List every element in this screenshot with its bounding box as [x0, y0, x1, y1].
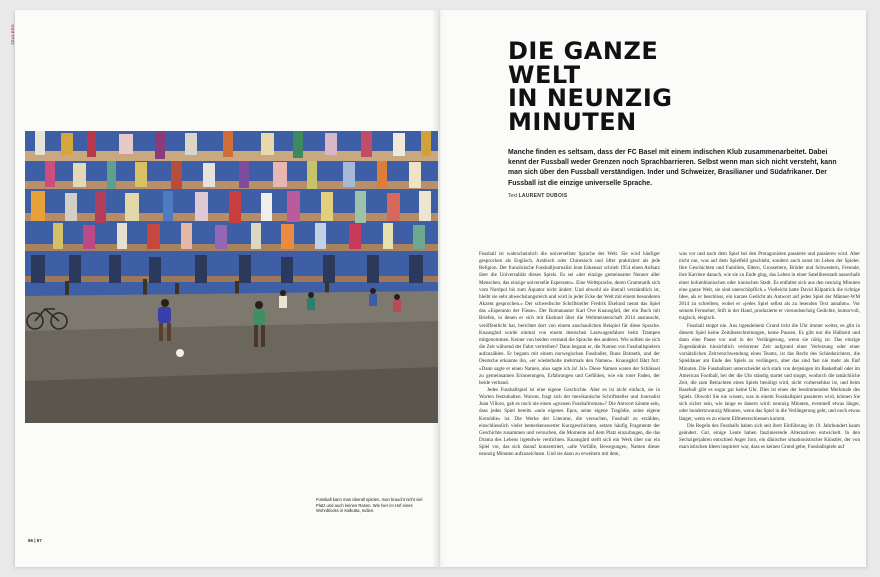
- page-numbers: 66 | 67: [28, 538, 42, 543]
- headline-line-3: IN NEUNZIG: [508, 84, 673, 112]
- body-paragraph: Fussball stoppt nie. Aus irgendeinem Grund tickt die Uhr immer weiter, es gibt in diesem Spiel keine Zeitüberschreitungen, keine Pausen. Es gibt nur die Halbzeit und dann eine Pause vor und in der Verlängerung, wenn sie nötig ist. Das einzige Zugeständnis hinsichtlich verlorener Zeit aufgrund einer Verletzung oder einer vorsätzlichen Zeitverschwendung eines Teams, ist das Recht des Schiedsrichters, die Spieldauer am Ende des Spiels zu verlängern, aber das sind fast nie mehr als fünf Minuten. Die Fussballzeit unterscheidet sich stark von derjenigen im Basketball oder im American Football, bei der die Uhr ständig startet und stoppt, wodurch die tatsächliche Zeit, die zum Betrachten eines Spiels benötigt wird, nicht vorhersehbar ist, und beim Baseball gibt es sogar gar keine Uhr. Dies ist eines der bestimmenden Merkmale des Spiels. Obwohl Sie nie wissen, was in einem Fussballspiel passieren wird, können Sie sich sicher sein, wie lange es dauern wird: neunzig Minuten, eventuell etwas länger, oder hundertzwanzig Minuten, wenn das Spiel in die Verlängerung geht, und noch etwas länger, wenn es zu einem Elfmeterschiessen kommt.: [679, 322, 860, 422]
- courtyard-football-photo: [25, 131, 438, 423]
- body-paragraph: Fussball ist wahrscheinlich die universellste Sprache der Welt. Sie wird häufiger gesprochen als Englisch, Arabisch oder Chinesisch und öfter praktiziert als jede Religion. Der französische Fussballjournalist Jean Eskenazi schrieb 1954 einen Aufsatz über die Universalität dieses Spiels. Es sei »der einzige gemeinsame Nenner aller Menschen, das einzige universelle Esperanto«. Eine Weltsprache, deren Grammatik sich vom Nordpol bis zum Äquator nicht ändert. Und obwohl sie überall verständlich ist, bleibt sie sehr abwechslungsreich und wird in jeder Ecke der Welt mit einem besonderen Akzent gesprochen.« Der schwedische Schriftsteller Fredrik Ekelund nennt das Spiel das »Esperanto der Füsse«. Der Romanautor Karl Ove Knausgård, der ein Buch mit Briefen, in denen er sich mit Ekelund über die Weltmeisterschaft 2014 austauscht, veröffentlicht hat, berichtet dort von einem anschaulichen Beispiel für diese Sprache. Knausgård wurde einmal von einem deutschen Lastwagenfahrer beim Trampen mitgenommen. Keiner von beiden verstand die Sprache des anderen. Wie sollten sie sich die Zeit während der Fahrt vertreiben? Dann begann er, die Namen von Fussballspielern aufzuzählen. Er begann mit einem norwegischen Fussballer, Rune Bratseth, und der Deutsche erkannte ihn, »er wiederholte mehrmals den Namen«. Knausgård fährt fort: »Dann sagte er einen Namen, also sagte ich Ja! Ja!« Diese Namen waren der Schlüssel zu gemeinsamen Erinnerungen, Erfahrungen und Gefühlen, wie ein roter Faden, der beide verband.: [479, 251, 660, 386]
- headline-line-2: WELT: [508, 60, 581, 89]
- body-column-1: [479, 251, 660, 459]
- headline: [508, 37, 673, 136]
- photo-caption: Fussball kann man überall spielen, man braucht nicht viel Platz und auch keinen Rasen. Wie hier im Hof eines Wohnblocks in Kalkutta, Indien.: [316, 497, 423, 514]
- section-tag: ZEALERS: [10, 24, 15, 45]
- body-paragraph: was vor und nach dem Spiel bei den Protagonisten passierte und passieren wird. Aber nicht nur, was auf dem Spielfeld geschieht, sondern auch sonst im Leben der Spieler. Ihre Geschichten und Familien, Eltern, Grosseltern, Brüder und Schwestern, Freunde, ihre Karriere danach, wie sie zu Ende ging, das Leben in einer Satellitenstadt ausserhalb einer kolumbianischen oder iranischen Stadt. Es entfaltet sich aus den neunzig Minuten eine ganze Welt, sie sind unerschöpflich.« Vielleicht hatte David Kilpatrick die richtige Idee, als er beschloss, ein kurzes Gedicht als Antwort auf jedes Spiel der Männer-WM 2014 zu schreiben, wobei er »jedes Spiel selbst als zu lesenden Text annahm«. Vor seinem Fernseher, Stift in der Hand, produzierte er vierundsechzig Gedichte, humorvoll, tragisch, elegisch.: [679, 251, 860, 322]
- body-paragraph: Jedes Fussballspiel ist eine eigene Geschichte. Aber es ist nicht einfach, sie in Worten festzuhalten. Warum, fragt sich der mexikanische Schriftsteller und Journalist Juan Villoro, gab es noch nie einen »grossen Fussballroman«? Die Antwort könnte sein, dass jedes Spiel bereits »sein eigenes Epos, seine eigene Tragödie, seine eigene Komödie« ist. Die Werke der Literatur, die versuchen, Fussball zu erzählen, einschliesslich vieler bemerkenswerter Kurzgeschichten, setzen häufig Fragmente der Geschichte zusammen und versuchen, die Momente auf dem Platz einzufangen, die das Drama des Lebens irgendwie verdichten. Knausgård stellt sich ein Werk über nur ein Spiel vor, das sich darauf konzentriert, »alle Vorfälle, Bewegungen, Namen dieser neunzig Minuten aufzuzeichnen. Und sie dann zu erweitern mit dem,: [479, 386, 660, 458]
- byline-author: LAURENT DUBOIS: [518, 193, 568, 199]
- headline-line-1: DIE GANZE: [508, 37, 659, 65]
- body-paragraph: Die Regeln des Fussballs haben sich seit ihrer Einführung im 19. Jahrhundert kaum geändert. Gut, einige Leute haben faszinierende Alternativen entwickelt. In den Sechzigerjahren entschied Asger Jorn, ein dänischer situationistischer Künstler, der von marxistischen Ideen inspiriert war, dass es keinen Grund gebe, Fussballspiele auf: [679, 422, 860, 451]
- headline-line-4: MINUTEN: [508, 107, 637, 136]
- byline: [508, 193, 567, 199]
- lead-paragraph: Manche finden es seltsam, dass der FC Basel mit einem indischen Klub zusammenarbeitet. Dabei kennt der Fussball weder Grenzen noch Sprachbarrieren. Selbst wenn man sich nicht versteht, kann man sich über den Fussball verständigen. Inder und Schweizer, Brasilianer und Südafrikaner. Der Fussball ist die einzige universelle Sprache.: [508, 149, 837, 187]
- body-column-2: [679, 251, 860, 451]
- byline-prefix: Text: [508, 193, 518, 199]
